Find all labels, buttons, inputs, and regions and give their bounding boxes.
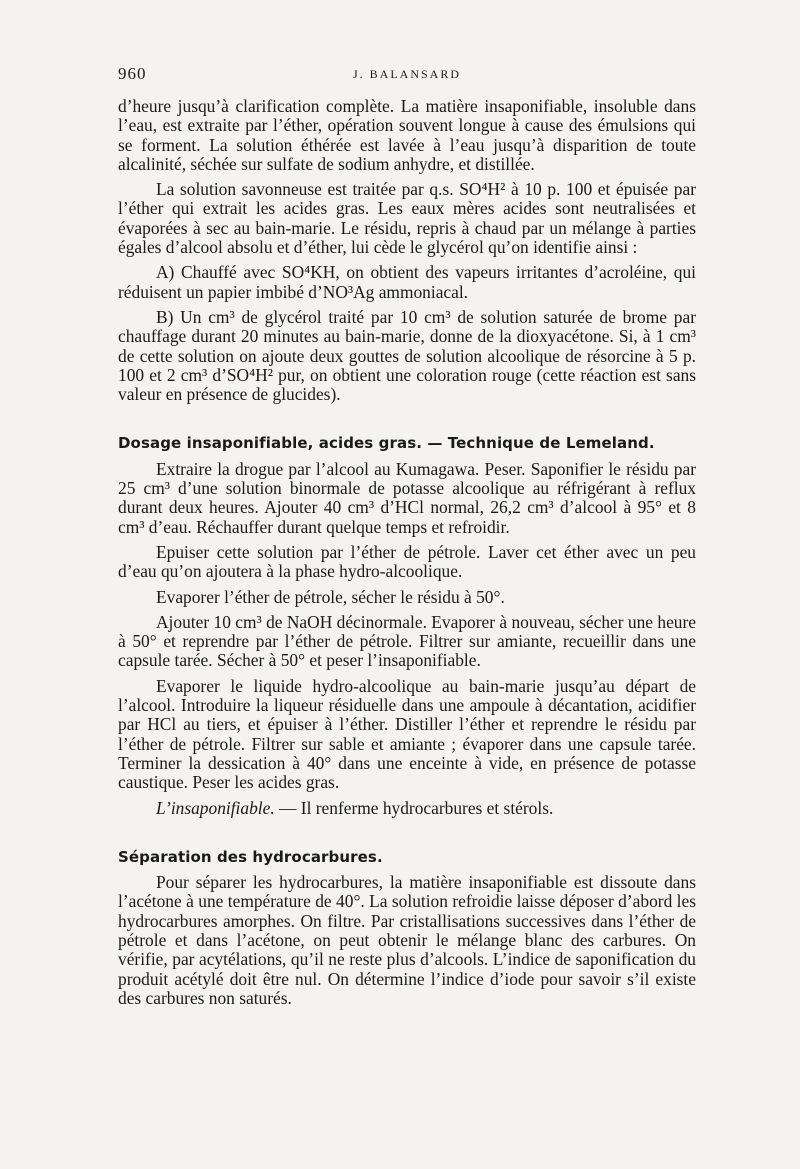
section-heading: Séparation des hydrocarbures. [118,847,383,866]
page-number: 960 [118,64,147,83]
running-header [118,64,696,88]
paragraph: A) Chauffé avec SO⁴KH, on obtient des vapeurs irritantes d’acroléine, qui réduisent un papier imbibé d’NO³Ag ammoniacal. [118,262,696,302]
section-heading: Dosage insaponifiable, acides gras. — Technique de Lemeland. [118,434,655,453]
paragraph: Evaporer l’éther de pétrole, sécher le résidu à 50°. [156,586,505,607]
paragraph: La solution savonneuse est traitée par q.s. SO⁴H² à 10 p. 100 et épuisée par l’éther qui extrait les acides gras. Les eaux mères acides sont neutralisées et évaporées à sec au bain-marie. Le résidu, repris à chaud par un mélange à parties égales d’alcool absolu et d’éther, lui cède le glycérol qu’on identifie ainsi : [118,179,696,258]
paragraph: Epuiser cette solution par l’éther de pétrole. Laver cet éther avec un peu d’eau qu’on ajoutera à la phase hydro-alcoolique. [118,541,696,582]
paragraph: Pour séparer les hydrocarbures, la matière insaponifiable est dissoute dans l’acétone à une température de 40°. La solution refroidie laisse déposer d’abord les hydrocarbures amorphes. On filtre. Par cristallisations successives dans l’éther de pétrole et dans l’acétone, on peut obtenir le mélange blanc des carbures. On vérifie, par acytélations, qu’il ne reste plus d’alcools. L’indice de saponification du produit acétylé doit être nul. On détermine l’indice d’iode pour savoir s’il existe des carbures non saturés. [118,872,696,1008]
paragraph: Evaporer le liquide hydro-alcoolique au bain-marie jusqu’au départ de l’alcool. Introduire la liqueur résiduelle dans une ampoule à décantation, acidifier par HCl au tiers, et épuiser à l’éther. Distiller l’éther et reprendre le résidu par l’éther de pétrole. Filtrer sur sable et amiante ; évaporer dans une capsule tarée. Terminer la dessication à 40° dans une enceinte à vide, en présence de potasse caustique. Peser les acides gras. [118,675,696,793]
page-body [118,97,696,1014]
running-title: J. BALANSARD [352,67,461,81]
paragraph: B) Un cm³ de glycérol traité par 10 cm³ de solution saturée de brome par chauffage durant 20 minutes au bain-marie, donne de la dioxyacétone. Si, à 1 cm³ de cette solution on ajoute deux gouttes de solution alcoolique de résorcine à 5 p. 100 et 2 cm³ d’SO⁴H² pur, on obtient une coloration rouge (cette réaction est sans valeur en présence de glucides). [118,306,696,405]
paragraph: d’heure jusqu’à clarification complète. La matière insaponifiable, insoluble dans l’eau, est extraite par l’éther, opération souvent longue à cause des émulsions qui se forment. La solution éthérée est lavée à l’eau jusqu’à disparition de toute alcalinité, séchée sur sulfate de sodium anhydre, et distillée. [118,96,696,174]
paragraph-text: — Il renferme hydrocarbures et stérols. [274,797,554,818]
paragraph: Ajouter 10 cm³ de NaOH décinormale. Evaporer à nouveau, sécher une heure à 50° et reprendre par l’éther de pétrole. Filtrer sur amiante, recueillir dans une capsule tarée. Sécher à 50° et peser l’insaponifiable. [118,611,696,671]
italic-lead: L’insaponifiable. [156,797,275,818]
paragraph: Extraire la drogue par l’alcool au Kumagawa. Peser. Saponifier le résidu par 25 cm³ d’une solution binormale de potasse alcoolique au réfrigérant à reflux durant deux heures. Ajouter 40 cm³ d’HCl normal, 26,2 cm³ d’alcool à 95° et 8 cm³ d’eau. Réchauffer durant quelque temps et refroidir. [118,458,696,537]
paragraph [118,799,696,818]
